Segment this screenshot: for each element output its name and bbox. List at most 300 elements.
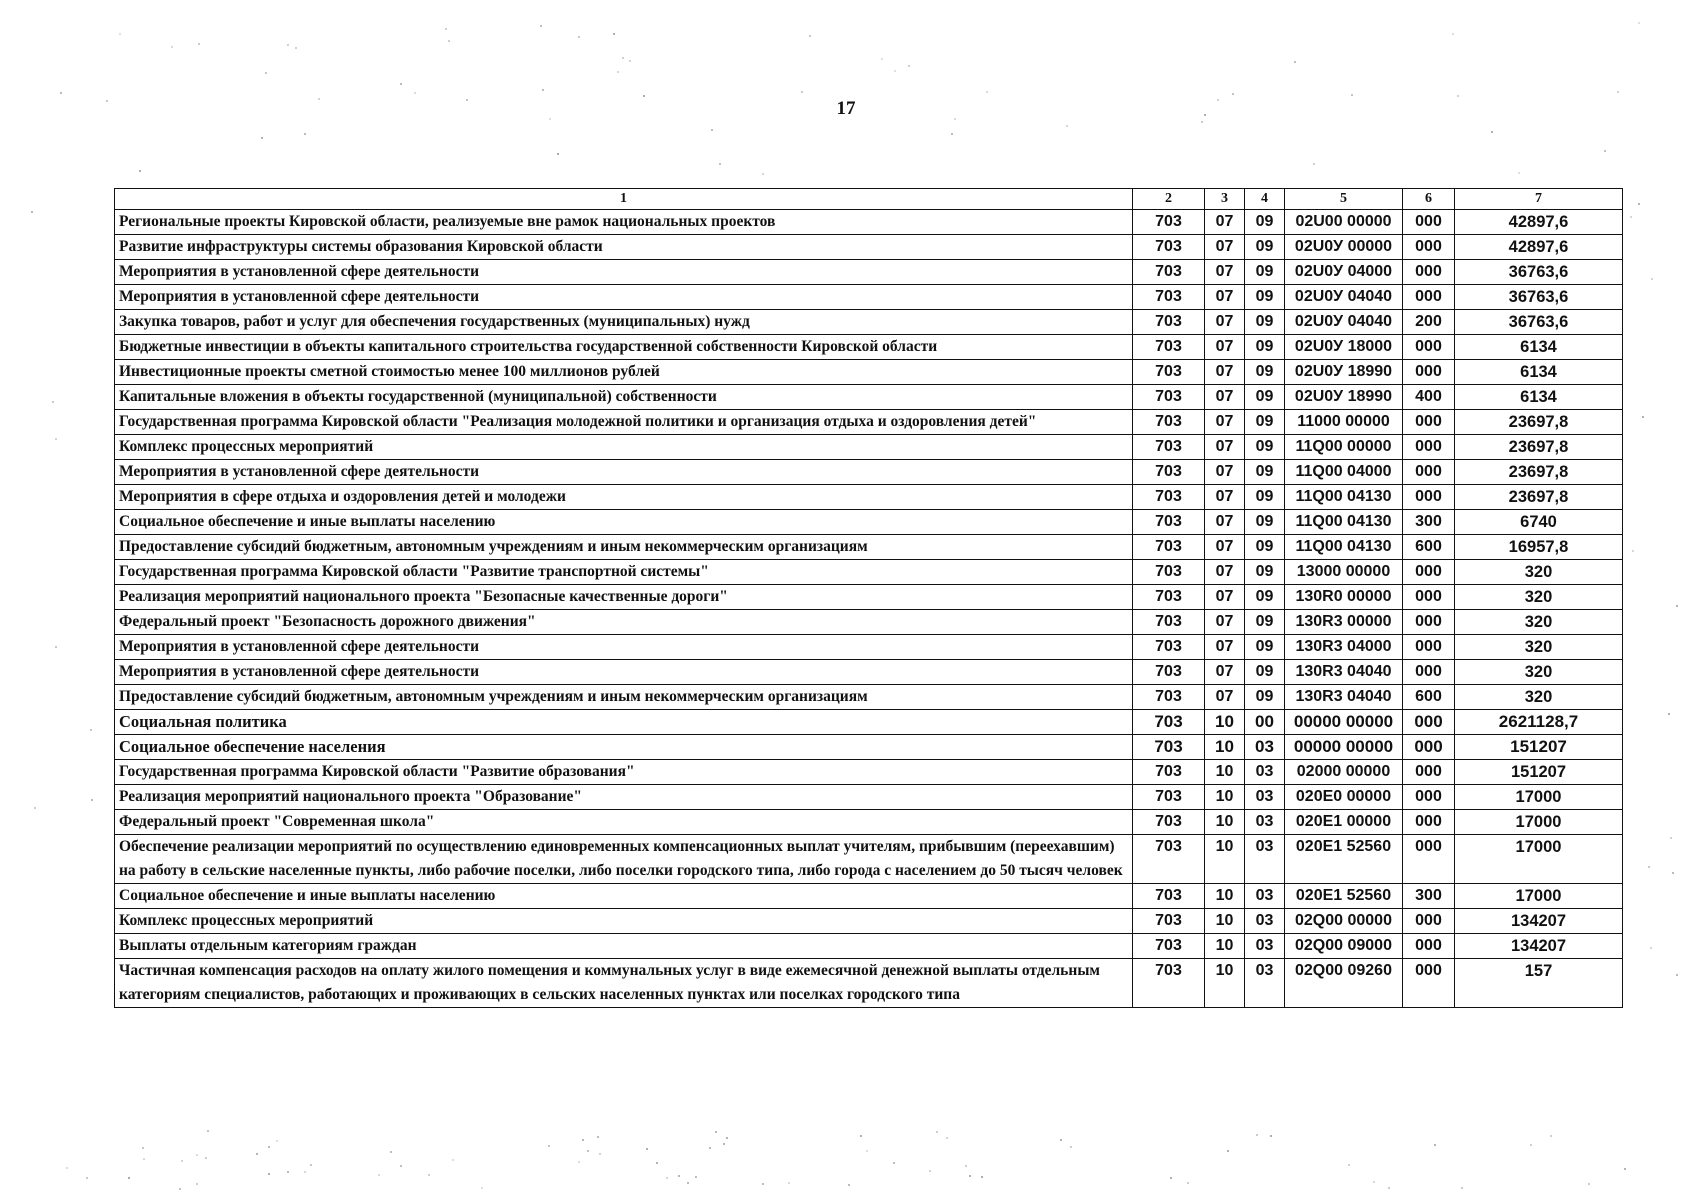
column-4-subsection: 09 [1245,660,1285,685]
column-4-subsection: 09 [1245,560,1285,585]
scan-speck [557,153,559,155]
scan-speck [1550,1135,1552,1137]
scan-speck [181,1160,183,1162]
scan-speck [1642,416,1644,418]
scan-speck [715,1131,717,1133]
column-3-section: 07 [1205,510,1245,535]
column-2-code: 703 [1133,535,1205,560]
row-name: Федеральный проект "Современная школа" [115,810,1133,835]
row-name: Федеральный проект "Безопасность дорожного движения" [115,610,1133,635]
scan-speck [1457,95,1459,97]
row-name: Мероприятия в установленной сфере деятельности [115,285,1133,310]
column-3-section: 10 [1205,959,1245,1008]
table-row [115,835,1623,884]
column-7-amount: 6740 [1455,510,1623,535]
column-6-expense-type: 000 [1403,810,1455,835]
scan-speck [52,401,54,403]
column-2-code: 703 [1133,360,1205,385]
table-row [115,685,1623,710]
column-2-code: 703 [1133,210,1205,235]
column-5-target-article: 02U00 00000 [1285,210,1403,235]
column-2-code: 703 [1133,460,1205,485]
scan-speck [256,1153,258,1155]
row-name: Предоставление субсидий бюджетным, автономным учреждениям и иным некоммерческим организациям [115,685,1133,710]
table-body [115,210,1623,1008]
column-5-target-article: 020E1 00000 [1285,810,1403,835]
column-5-target-article: 02U0У 04000 [1285,260,1403,285]
column-3-section: 07 [1205,635,1245,660]
column-6-expense-type: 000 [1403,760,1455,785]
scan-speck [1060,1139,1062,1141]
column-2-code: 703 [1133,909,1205,934]
column-2-code: 703 [1133,660,1205,685]
table-row [115,260,1623,285]
scan-speck [207,1130,209,1132]
column-6-expense-type: 000 [1403,610,1455,635]
scan-speck [1070,1146,1072,1148]
table-row [115,959,1623,1008]
scan-speck [1217,99,1219,101]
scan-speck [1651,278,1653,280]
table-row [115,435,1623,460]
column-7-amount: 17000 [1455,810,1623,835]
column-5-target-article: 020E0 00000 [1285,785,1403,810]
column-7-amount: 23697,8 [1455,460,1623,485]
column-4-subsection: 03 [1245,760,1285,785]
scan-speck [1638,22,1640,24]
column-2-code: 703 [1133,410,1205,435]
budget-table [114,188,1623,1008]
column-4-subsection: 09 [1245,210,1285,235]
scan-speck [929,1170,931,1172]
row-name: Социальное обеспечение населения [115,735,1133,760]
column-5-target-article: 11Q00 04000 [1285,460,1403,485]
column-4-subsection: 09 [1245,485,1285,510]
column-6-expense-type: 600 [1403,535,1455,560]
row-name: Социальная политика [115,710,1133,735]
scan-speck [687,1182,689,1184]
column-6-expense-type: 000 [1403,260,1455,285]
scan-speck [55,646,57,648]
column-2-code: 703 [1133,435,1205,460]
column-header: 7 [1455,189,1623,210]
table-row [115,235,1623,260]
column-5-target-article: 13000 00000 [1285,560,1403,585]
scan-speck [268,1173,270,1175]
scan-speck [34,807,36,809]
row-name: Государственная программа Кировской области "Развитие транспортной системы" [115,560,1133,585]
page-number: 17 [836,98,856,119]
scan-speck [542,89,544,91]
table-row [115,385,1623,410]
column-7-amount: 320 [1455,610,1623,635]
scan-speck [55,438,57,440]
column-2-code: 703 [1133,835,1205,884]
column-4-subsection: 09 [1245,235,1285,260]
column-3-section: 07 [1205,310,1245,335]
scan-speck [60,92,62,94]
column-header: 5 [1285,189,1403,210]
row-name: Частичная компенсация расходов на оплату жилого помещения и коммунальных услуг в виде ежемесячной денежной выплаты отдельным категориям специалистов, работающих и проживающих в сельских населенных пунктах или поселках городского типа [115,959,1133,1008]
scan-speck [936,1131,938,1133]
row-name: Реализация мероприятий национального проекта "Образование" [115,785,1133,810]
column-6-expense-type: 000 [1403,660,1455,685]
scan-speck [1650,947,1652,949]
column-2-code: 703 [1133,685,1205,710]
column-6-expense-type: 000 [1403,710,1455,735]
scan-speck [1461,1187,1463,1189]
column-6-expense-type: 000 [1403,235,1455,260]
scan-speck [587,1150,589,1152]
scan-speck [1313,163,1315,165]
scan-speck [578,36,580,38]
column-3-section: 07 [1205,460,1245,485]
scan-speck [860,1135,862,1137]
column-4-subsection: 09 [1245,285,1285,310]
scan-speck [1668,713,1670,715]
scan-speck [1638,203,1640,205]
scan-speck [198,43,200,45]
scan-speck [466,99,468,101]
row-name: Предоставление субсидий бюджетным, автономным учреждениям и иным некоммерческим организациям [115,535,1133,560]
scan-speck [1256,1134,1258,1136]
table-row [115,810,1623,835]
column-2-code: 703 [1133,285,1205,310]
scan-speck [762,1183,764,1185]
scan-speck [400,83,402,85]
scan-speck [613,33,615,35]
column-3-section: 07 [1205,235,1245,260]
column-5-target-article: 02U0У 00000 [1285,235,1403,260]
column-6-expense-type: 000 [1403,909,1455,934]
row-name: Социальное обеспечение и иные выплаты населению [115,884,1133,909]
column-7-amount: 36763,6 [1455,260,1623,285]
row-name: Социальное обеспечение и иные выплаты населению [115,510,1133,535]
scan-speck [711,129,713,131]
table-row [115,510,1623,535]
column-3-section: 10 [1205,810,1245,835]
column-2-code: 703 [1133,884,1205,909]
scan-speck [848,1184,850,1186]
scan-speck [1676,974,1678,976]
row-name: Инвестиционные проекты сметной стоимостью менее 100 миллионов рублей [115,360,1133,385]
row-name: Комплекс процессных мероприятий [115,435,1133,460]
column-6-expense-type: 000 [1403,560,1455,585]
column-6-expense-type: 000 [1403,335,1455,360]
column-5-target-article: 11Q00 04130 [1285,535,1403,560]
column-5-target-article: 02U0У 18000 [1285,335,1403,360]
scan-speck [1434,1144,1436,1146]
scan-speck [719,163,721,165]
scan-speck [287,1171,289,1173]
scan-speck [414,92,416,94]
column-4-subsection: 09 [1245,685,1285,710]
scan-speck [762,173,764,175]
column-3-section: 07 [1205,685,1245,710]
scan-speck [1232,93,1234,95]
scan-speck [709,1147,711,1149]
scan-speck [1348,1164,1350,1166]
column-4-subsection: 09 [1245,435,1285,460]
table-row [115,310,1623,335]
table-row [115,460,1623,485]
table-row [115,610,1623,635]
column-4-subsection: 09 [1245,310,1285,335]
scan-speck [617,71,619,73]
scan-speck [965,1165,967,1167]
row-name: Реализация мероприятий национального проекта "Безопасные качественные дороги" [115,585,1133,610]
column-2-code: 703 [1133,260,1205,285]
scan-speck [788,1182,790,1184]
column-5-target-article: 130R3 04040 [1285,685,1403,710]
column-7-amount: 23697,8 [1455,410,1623,435]
scan-speck [481,1187,483,1189]
column-3-section: 07 [1205,210,1245,235]
row-name: Закупка товаров, работ и услуг для обеспечения государственных (муниципальных) нужд [115,310,1133,335]
column-7-amount: 36763,6 [1455,310,1623,335]
column-2-code: 703 [1133,510,1205,535]
scan-speck [1373,1181,1375,1183]
column-7-amount: 17000 [1455,884,1623,909]
scan-speck [179,1188,181,1190]
column-4-subsection: 09 [1245,260,1285,285]
table-row [115,934,1623,959]
column-2-code: 703 [1133,785,1205,810]
scan-speck [1066,125,1068,127]
scan-speck [646,1148,648,1150]
row-name: Мероприятия в сфере отдыха и оздоровления детей и молодежи [115,485,1133,510]
column-header: 2 [1133,189,1205,210]
row-name: Государственная программа Кировской области "Реализация молодежной политики и организация отдыха и оздоровления детей" [115,410,1133,435]
column-5-target-article: 020E1 52560 [1285,835,1403,884]
column-7-amount: 6134 [1455,385,1623,410]
column-7-amount: 23697,8 [1455,485,1623,510]
row-name: Мероприятия в установленной сфере деятельности [115,660,1133,685]
column-6-expense-type: 000 [1403,835,1455,884]
scan-speck [119,33,121,35]
scan-speck [695,1176,697,1178]
scan-speck [981,1176,983,1178]
column-3-section: 10 [1205,760,1245,785]
column-4-subsection: 09 [1245,385,1285,410]
scan-speck [261,137,263,139]
column-4-subsection: 09 [1245,360,1285,385]
scan-speck [196,1154,198,1156]
column-5-target-article: 11Q00 00000 [1285,435,1403,460]
column-header: 3 [1205,189,1245,210]
column-7-amount: 151207 [1455,735,1623,760]
scan-speck [986,91,988,93]
scan-speck [578,1161,580,1163]
scan-speck [894,70,896,72]
scan-speck [1672,872,1674,874]
scan-speck [656,1162,658,1164]
column-7-amount: 42897,6 [1455,210,1623,235]
scan-speck [582,1139,584,1141]
row-name: Мероприятия в установленной сфере деятельности [115,635,1133,660]
column-6-expense-type: 300 [1403,884,1455,909]
scan-speck [726,1137,728,1139]
scan-speck [548,1145,550,1147]
column-7-amount: 16957,8 [1455,535,1623,560]
scan-speck [390,1151,392,1153]
scan-speck [452,1159,454,1161]
scan-speck [171,46,173,48]
column-2-code: 703 [1133,610,1205,635]
column-2-code: 703 [1133,310,1205,335]
scan-speck [276,1140,278,1142]
column-3-section: 07 [1205,660,1245,685]
column-4-subsection: 03 [1245,884,1285,909]
column-7-amount: 134207 [1455,909,1623,934]
row-name: Государственная программа Кировской области "Развитие образования" [115,760,1133,785]
scan-speck [951,133,953,135]
column-6-expense-type: 400 [1403,385,1455,410]
scan-speck [287,44,289,46]
column-2-code: 703 [1133,635,1205,660]
scan-speck [1201,121,1203,123]
table-header-row [115,189,1623,210]
column-3-section: 07 [1205,385,1245,410]
column-5-target-article: 11Q00 04130 [1285,485,1403,510]
scan-speck [597,1136,599,1138]
table-row [115,710,1623,735]
column-6-expense-type: 600 [1403,685,1455,710]
column-3-section: 07 [1205,585,1245,610]
scan-speck [1187,1182,1189,1184]
column-3-section: 07 [1205,260,1245,285]
column-6-expense-type: 000 [1403,360,1455,385]
column-6-expense-type: 000 [1403,585,1455,610]
scan-speck [629,60,631,62]
row-name: Бюджетные инвестиции в объекты капитального строительства государственной собственности Кировской области [115,335,1133,360]
column-7-amount: 320 [1455,560,1623,585]
column-4-subsection: 00 [1245,710,1285,735]
column-5-target-article: 02Q00 09000 [1285,934,1403,959]
column-4-subsection: 09 [1245,510,1285,535]
column-5-target-article: 00000 00000 [1285,735,1403,760]
column-7-amount: 6134 [1455,335,1623,360]
scan-speck [445,28,447,30]
row-name: Обеспечение реализации мероприятий по осуществлению единовременных компенсационных выплат учителям, прибывшим (переехавшим) на работу в сельские населенные пункты, либо рабочие поселки, либо поселки городского типа, либо города с населением до 50 тысяч человек [115,835,1133,884]
column-6-expense-type: 200 [1403,310,1455,335]
column-3-section: 07 [1205,335,1245,360]
table-row [115,635,1623,660]
column-3-section: 10 [1205,934,1245,959]
column-6-expense-type: 000 [1403,635,1455,660]
column-5-target-article: 02000 00000 [1285,760,1403,785]
scan-speck [91,799,93,801]
table-row [115,909,1623,934]
table-row [115,535,1623,560]
table-row [115,410,1623,435]
column-3-section: 10 [1205,884,1245,909]
column-7-amount: 320 [1455,585,1623,610]
column-2-code: 703 [1133,959,1205,1008]
row-name: Мероприятия в установленной сфере деятельности [115,460,1133,485]
scan-speck [643,95,645,97]
column-5-target-article: 02Q00 00000 [1285,909,1403,934]
scan-speck [378,1174,380,1176]
scan-speck [549,118,551,120]
column-4-subsection: 03 [1245,909,1285,934]
column-2-code: 703 [1133,560,1205,585]
column-4-subsection: 09 [1245,585,1285,610]
column-3-section: 10 [1205,735,1245,760]
column-5-target-article: 02U0У 18990 [1285,385,1403,410]
column-3-section: 07 [1205,560,1245,585]
column-4-subsection: 03 [1245,959,1285,1008]
scan-speck [666,1177,668,1179]
table-row [115,335,1623,360]
column-2-code: 703 [1133,934,1205,959]
column-7-amount: 134207 [1455,934,1623,959]
scan-speck [678,1175,680,1177]
column-6-expense-type: 000 [1403,435,1455,460]
scan-speck [128,1177,130,1179]
scan-speck [1604,150,1606,152]
scan-speck [599,1153,601,1155]
scan-speck [1617,91,1619,93]
column-3-section: 07 [1205,410,1245,435]
column-5-target-article: 130R0 00000 [1285,585,1403,610]
row-name: Региональные проекты Кировской области, реализуемые вне рамок национальных проектов [115,210,1133,235]
column-header: 1 [115,189,1133,210]
column-3-section: 10 [1205,909,1245,934]
column-7-amount: 320 [1455,660,1623,685]
table-row [115,285,1623,310]
scan-speck [1530,1144,1532,1146]
scan-speck [1204,114,1206,116]
scan-speck [90,729,92,731]
row-name: Мероприятия в установленной сфере деятельности [115,260,1133,285]
column-3-section: 10 [1205,710,1245,735]
scan-speck [86,1177,88,1179]
column-7-amount: 17000 [1455,785,1623,810]
table-row [115,785,1623,810]
column-5-target-article: 020E1 52560 [1285,884,1403,909]
column-7-amount: 23697,8 [1455,435,1623,460]
column-3-section: 07 [1205,360,1245,385]
column-7-amount: 17000 [1455,835,1623,884]
scan-speck [205,1157,207,1159]
row-name: Капитальные вложения в объекты государственной (муниципальной) собственности [115,385,1133,410]
scan-speck [866,1150,868,1152]
column-4-subsection: 09 [1245,635,1285,660]
scan-speck [540,25,542,27]
column-2-code: 703 [1133,235,1205,260]
row-name: Развитие инфраструктуры системы образования Кировской области [115,235,1133,260]
table-row [115,585,1623,610]
column-4-subsection: 09 [1245,410,1285,435]
scan-speck [318,98,320,100]
scan-speck [1676,605,1678,607]
column-6-expense-type: 000 [1403,485,1455,510]
column-3-section: 07 [1205,485,1245,510]
table-row [115,210,1623,235]
column-4-subsection: 03 [1245,785,1285,810]
scan-speck [1351,94,1353,96]
column-2-code: 703 [1133,585,1205,610]
scan-speck [66,1167,68,1169]
column-5-target-article: 02U0У 04040 [1285,310,1403,335]
scan-speck [723,1143,725,1145]
scan-speck [1632,550,1634,552]
column-2-code: 703 [1133,485,1205,510]
column-3-section: 07 [1205,285,1245,310]
column-2-code: 703 [1133,710,1205,735]
column-3-section: 07 [1205,535,1245,560]
